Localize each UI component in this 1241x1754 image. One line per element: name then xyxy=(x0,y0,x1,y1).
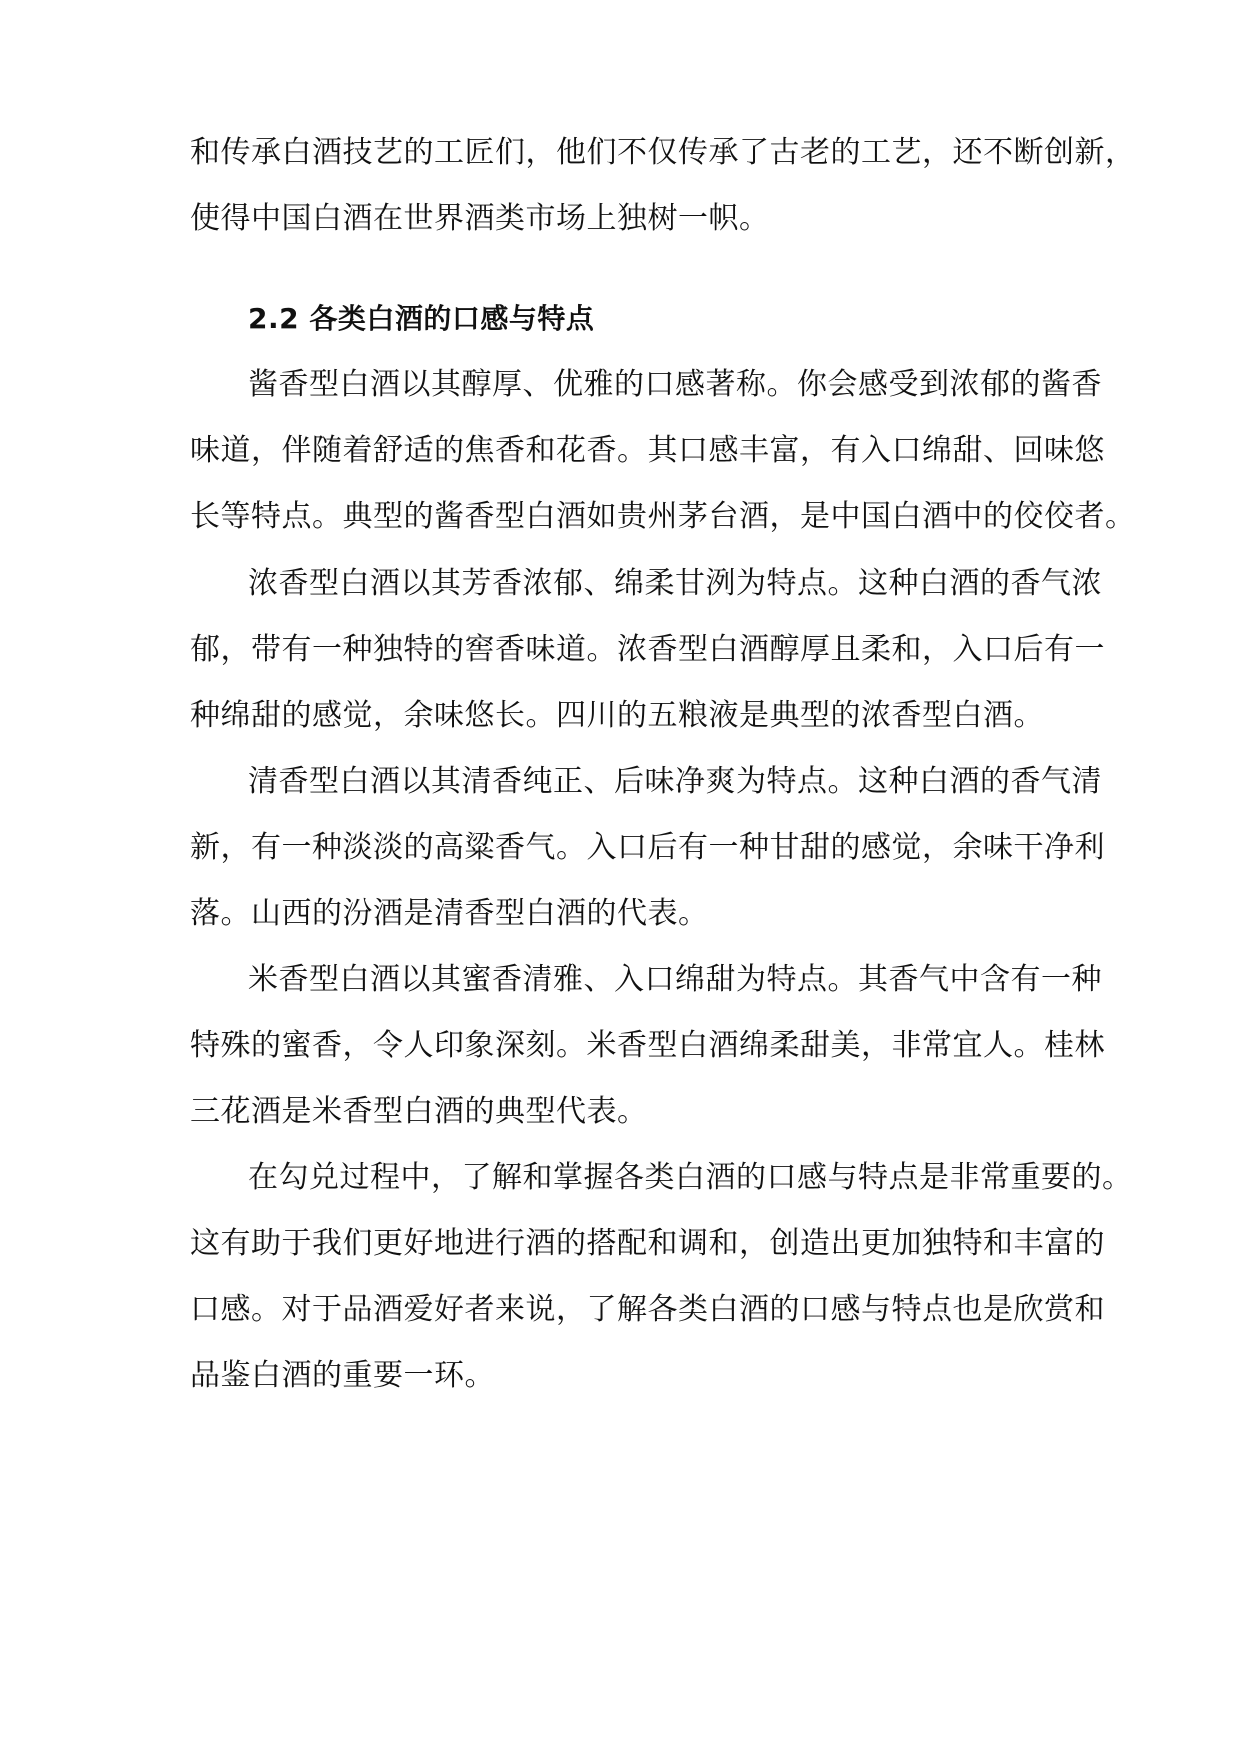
paragraph-4-line-3: 三花酒是米香型白酒的典型代表。 xyxy=(190,1094,648,1129)
paragraph-5-line-4: 品鉴白酒的重要一环。 xyxy=(190,1358,495,1393)
paragraph-1-line-1: 酱香型白酒以其醇厚、优雅的口感著称。你会感受到浓郁的酱香 xyxy=(248,367,1102,402)
paragraph-2-line-1: 浓香型白酒以其芳香浓郁、绵柔甘洌为特点。这种白酒的香气浓 xyxy=(248,566,1102,601)
paragraph-2-line-2: 郁，带有一种独特的窖香味道。浓香型白酒醇厚且柔和，入口后有一 xyxy=(190,632,1105,667)
paragraph-5-line-3: 口感。对于品酒爱好者来说，了解各类白酒的口感与特点也是欣赏和 xyxy=(190,1292,1105,1327)
paragraph-5-line-1: 在勾兑过程中，了解和掌握各类白酒的口感与特点是非常重要的。 xyxy=(248,1160,1133,1195)
paragraph-3-line-3: 落。山西的汾酒是清香型白酒的代表。 xyxy=(190,896,709,931)
paragraph-3-line-1: 清香型白酒以其清香纯正、后味净爽为特点。这种白酒的香气清 xyxy=(248,764,1102,799)
paragraph-5-line-2: 这有助于我们更好地进行酒的搭配和调和，创造出更加独特和丰富的 xyxy=(190,1226,1105,1261)
paragraph-3-line-2: 新，有一种淡淡的高粱香气。入口后有一种甘甜的感觉，余味干净利 xyxy=(190,830,1105,865)
paragraph-1-line-3: 长等特点。典型的酱香型白酒如贵州茅台酒，是中国白酒中的佼佼者。 xyxy=(190,499,1136,534)
intro-line-1: 和传承白酒技艺的工匠们，他们不仅传承了古老的工艺，还不断创新， xyxy=(190,135,1136,170)
intro-line-2: 使得中国白酒在世界酒类市场上独树一帜。 xyxy=(190,201,770,236)
section-heading: 2.2 各类白酒的口感与特点 xyxy=(248,302,595,335)
paragraph-2-line-3: 种绵甜的感觉，余味悠长。四川的五粮液是典型的浓香型白酒。 xyxy=(190,698,1044,733)
paragraph-4-line-2: 特殊的蜜香，令人印象深刻。米香型白酒绵柔甜美，非常宜人。桂林 xyxy=(190,1028,1105,1063)
paragraph-4-line-1: 米香型白酒以其蜜香清雅、入口绵甜为特点。其香气中含有一种 xyxy=(248,962,1102,997)
paragraph-1-line-2: 味道，伴随着舒适的焦香和花香。其口感丰富，有入口绵甜、回味悠 xyxy=(190,433,1105,468)
